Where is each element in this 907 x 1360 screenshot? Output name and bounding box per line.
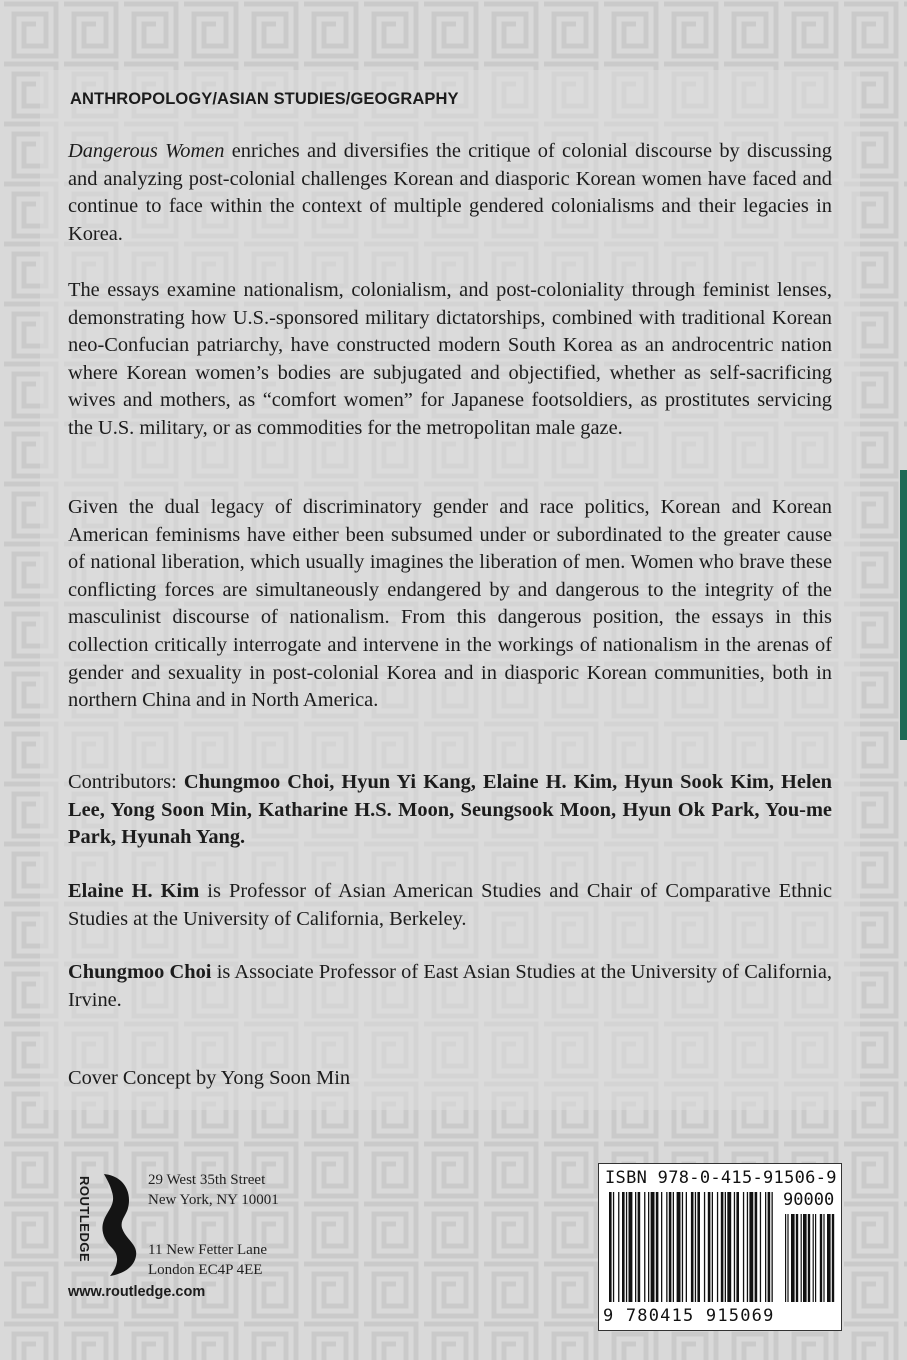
isbn-number: ISBN 978-0-415-91506-9 [605, 1168, 837, 1188]
publisher-website: www.routledge.com [68, 1284, 206, 1300]
editor-bio-text-1: is Professor of Asian American Studies and Chair of Comparative Ethnic Studies at the University of California, Berkeley. [68, 880, 832, 930]
routledge-logo-text: ROUTLEDGE [77, 1176, 92, 1263]
description-paragraph-2: The essays examine nationalism, colonialism, and post-coloniality through feminist lenses, demonstrating how U.S.-sponsored military dictatorships, combined with traditional Korean neo-Confucian patriarchy, have constructed modern South Korea as an androcentric nation where Korean women’s bodies are subjugated and objectified, whether as self-sacrificing wives and mothers, as “comfort women” for Japanese footsoldiers, as prostitutes servicing the U.S. military, or as commodities for the metropolitan male gaze. [68, 279, 832, 439]
address-london-line1: 11 New Fetter Lane [148, 1242, 267, 1258]
book-title: Dangerous Women [68, 140, 225, 162]
address-london [148, 1240, 267, 1280]
ean-number: 9 780415 915069 [603, 1306, 775, 1326]
address-london-line2: London EC4P 4EE [148, 1262, 263, 1278]
description-text-1: enriches and diversifies the critique of colonial discourse by discussing and analyzing post-colonial challenges Korean and diasporic Korean women have faced and continue to face within the context of multiple gendered colonialisms and their legacies in Korea. [68, 140, 832, 245]
description-paragraph-3: Given the dual legacy of discriminatory gender and race politics, Korean and Korean American feminisms have either been subsumed under or subordinated to the greater cause of national liberation, which usually imagines the liberation of men. Women who brave these conflicting forces are simultaneously endangered by and dangerous to the integrity of the masculinist discourse of nationalism. From this dangerous position, the essays in this collection critically interrogate and intervene in the workings of nationalism in the arenas of gender and sexuality in post-colonial Korea and in diasporic Korean communities, both in northern China and in North America. [68, 496, 832, 712]
subject-category: ANTHROPOLOGY/ASIAN STUDIES/GEOGRAPHY [70, 90, 459, 108]
description-paragraph-1 [68, 138, 832, 248]
isbn-barcode [598, 1163, 842, 1331]
contributors-names: Chungmoo Choi, Hyun Yi Kang, Elaine H. Kim, Hyun Sook Kim, Helen Lee, Yong Soon Min, Katharine H.S. Moon, Seungsook Moon, Hyun Ok Park, You-me Park, Hyunah Yang. [68, 771, 833, 849]
cover-credit: Cover Concept by Yong Soon Min [68, 1067, 351, 1089]
routledge-profile-icon [102, 1174, 136, 1276]
spine-edge-strip [900, 470, 907, 740]
editor-name-2: Chungmoo Choi [68, 961, 212, 983]
routledge-logo [66, 1170, 144, 1288]
barcode-bars [609, 1192, 835, 1306]
editor-bio-1 [68, 878, 832, 933]
editor-bio-text-2: is Associate Professor of East Asian Studies at the University of California, Irvine. [68, 961, 832, 1011]
contributors-paragraph [68, 769, 832, 852]
editor-bio-2 [68, 959, 832, 1014]
contributors-label: Contributors: [68, 771, 184, 793]
address-ny-line2: New York, NY 10001 [148, 1192, 279, 1208]
editor-name-1: Elaine H. Kim [68, 880, 200, 902]
price-addon-code: 90000 [783, 1190, 835, 1210]
address-ny-line1: 29 West 35th Street [148, 1172, 266, 1188]
address-new-york [148, 1170, 279, 1210]
